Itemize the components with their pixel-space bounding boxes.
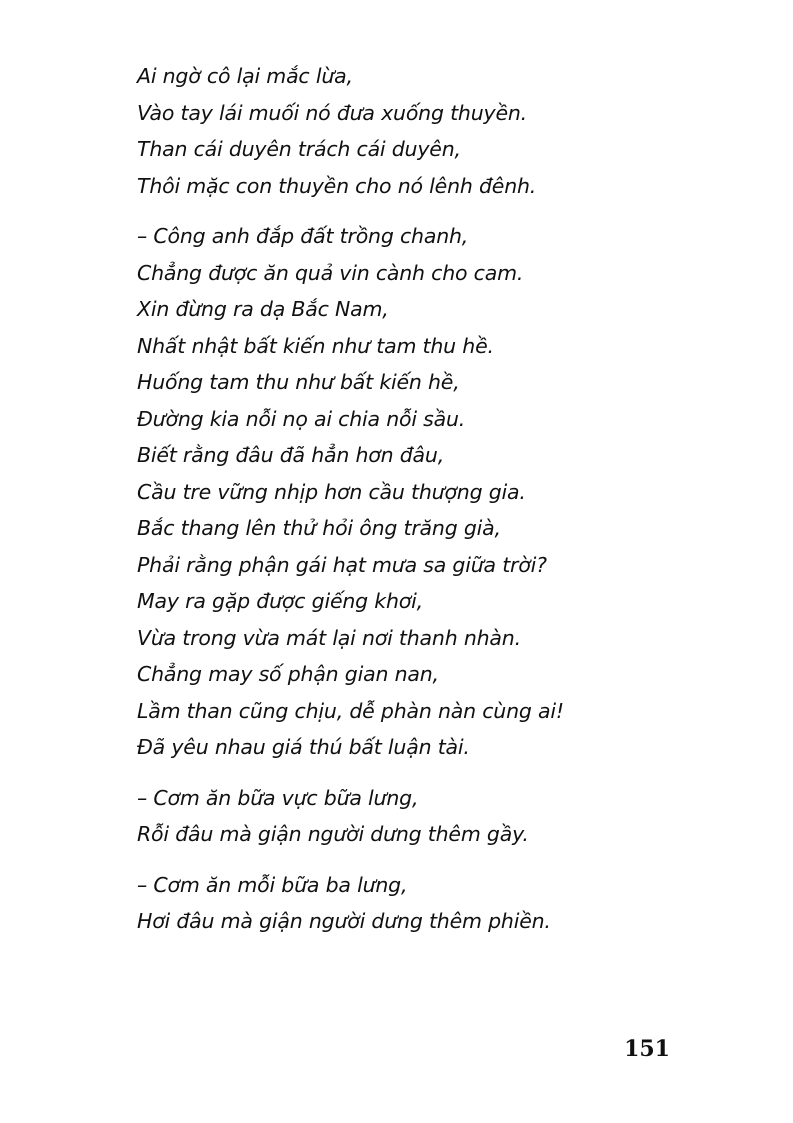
poem-line: Vừa trong vừa mát lại nơi thanh nhàn. xyxy=(137,625,521,650)
poem-line: Biết rằng đâu đã hẳn hơn đâu, xyxy=(137,443,445,467)
stanza-1 xyxy=(137,58,757,204)
poem-line: Phải rằng phận gái hạt mưa sa giữa trời? xyxy=(137,552,547,577)
poem-line: Chẳng may số phận gian nan, xyxy=(137,662,439,686)
poem-line: Huống tam thu như bất kiến hề, xyxy=(137,370,460,394)
poem-line: Vào tay lái muối nó đưa xuống thuyền. xyxy=(137,100,527,125)
poem-line: Lầm than cũng chịu, dễ phàn nàn cùng ai! xyxy=(137,698,564,723)
stanza-4 xyxy=(137,867,757,940)
poem-line: Cầu tre vững nhịp hơn cầu thượng gia. xyxy=(137,479,526,504)
page-number: 151 xyxy=(624,1036,670,1062)
poem-line: Hơi đâu mà giận người dưng thêm phiền. xyxy=(137,909,551,933)
poem-line: Đã yêu nhau giá thú bất luận tài. xyxy=(137,735,470,759)
poem-line: May ra gặp được giếng khơi, xyxy=(137,589,423,613)
poem-line: Thôi mặc con thuyền cho nó lênh đênh. xyxy=(137,173,537,198)
poem-body xyxy=(137,58,757,954)
stanza-3 xyxy=(137,780,757,853)
poem-line: Rỗi đâu mà giận người dưng thêm gầy. xyxy=(137,822,529,846)
poem-line: – Cơm ăn bữa vực bữa lưng, xyxy=(137,785,419,810)
poem-line: Đường kia nỗi nọ ai chia nỗi sầu. xyxy=(137,406,466,431)
poem-line: Xin đừng ra dạ Bắc Nam, xyxy=(137,297,389,321)
poem-line: Than cái duyên trách cái duyên, xyxy=(137,137,461,161)
poem-line: – Cơm ăn mỗi bữa ba lưng, xyxy=(137,872,408,897)
poem-line: – Công anh đắp đất trồng chanh, xyxy=(137,224,469,248)
stanza-2 xyxy=(137,218,757,766)
poem-line: Nhất nhật bất kiến như tam thu hề. xyxy=(137,333,494,358)
poem-line: Bắc thang lên thử hỏi ông trăng già, xyxy=(137,516,501,540)
poem-line: Ai ngờ cô lại mắc lừa, xyxy=(137,64,353,88)
poem-line: Chẳng được ăn quả vin cành cho cam. xyxy=(137,260,524,285)
